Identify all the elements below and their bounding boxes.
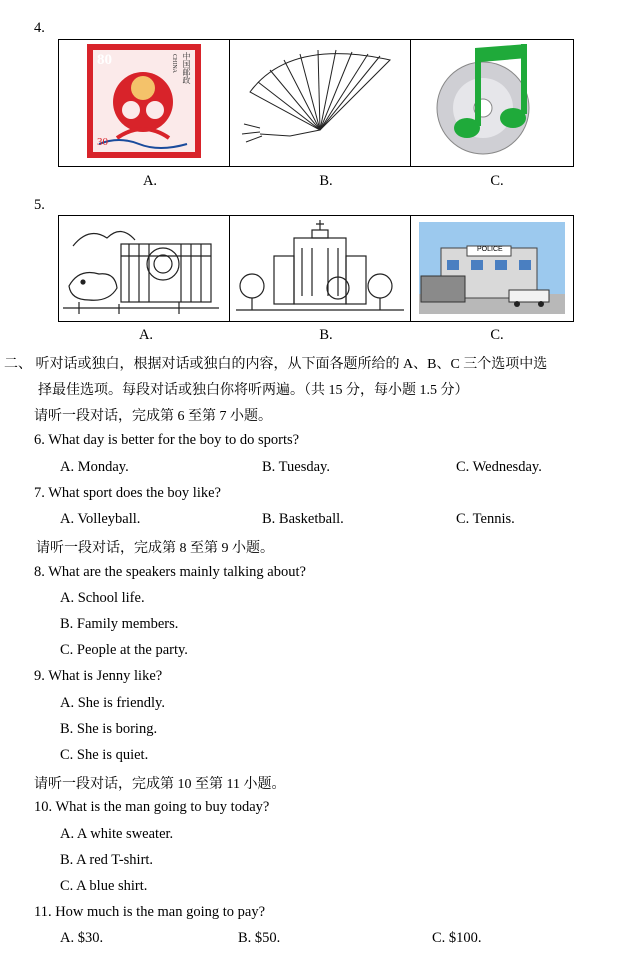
q9-option-b[interactable]: B. She is boring. [60, 721, 158, 737]
instruction-6-7: 请听一段对话，完成第 6 至第 7 小题。 [34, 409, 272, 424]
q11-option-a[interactable]: A. $30. [60, 930, 104, 946]
stamp-country-en: CHINA [171, 54, 177, 73]
question-4-pictures [58, 39, 574, 167]
q6-option-a[interactable]: A. Monday. [60, 459, 129, 475]
picture-fan[interactable] [230, 40, 410, 166]
q4-label-b: B. [319, 173, 333, 189]
police-sign: POLICE [477, 246, 503, 253]
instruction-10-11: 请听一段对话，完成第 10 至第 11 小题。 [34, 777, 286, 792]
stamp-value: 80 [97, 52, 112, 68]
q11-option-b[interactable]: B. $50. [238, 930, 281, 946]
stamp-country: 中国邮政 [182, 52, 191, 84]
question-10: 10. What is the man going to buy today? [34, 799, 270, 815]
picture-cd-music[interactable] [411, 40, 573, 166]
question-11: 11. How much is the man going to pay? [34, 904, 266, 920]
q5-label-a: A. [138, 327, 154, 343]
picture-stamp[interactable] [59, 40, 229, 166]
q10-option-c[interactable]: C. A blue shirt. [60, 878, 148, 894]
question-5-pictures [58, 215, 574, 322]
q7-option-c[interactable]: C. Tennis. [456, 511, 515, 527]
q10-option-a[interactable]: A. A white sweater. [60, 826, 174, 842]
q7-option-a[interactable]: A. Volleyball. [60, 511, 141, 527]
instruction-8-9: 请听一段对话，完成第 8 至第 9 小题。 [36, 541, 274, 556]
section-2-heading: 二、 听对话或独白，根据对话或独白的内容，从下面各题所给的 A、B、C 三个选项中选 [4, 357, 548, 372]
question-9: 9. What is Jenny like? [34, 668, 163, 684]
q10-option-b[interactable]: B. A red T-shirt. [60, 852, 154, 868]
picture-police-station[interactable] [411, 216, 573, 321]
q8-option-c[interactable]: C. People at the party. [60, 642, 188, 658]
q6-option-b[interactable]: B. Tuesday. [262, 459, 330, 475]
question-8: 8. What are the speakers mainly talking about? [34, 564, 306, 580]
q9-option-c[interactable]: C. She is quiet. [60, 747, 149, 763]
q5-label-c: C. [490, 327, 504, 343]
q4-label-a: A. [142, 173, 158, 189]
question-7: 7. What sport does the boy like? [34, 485, 221, 501]
q8-option-a[interactable]: A. School life. [60, 590, 145, 606]
picture-hospital[interactable] [230, 216, 410, 321]
q4-label-c: C. [490, 173, 504, 189]
question-4-number: 4. [34, 20, 45, 36]
picture-zoo[interactable] [59, 216, 229, 321]
q11-option-c[interactable]: C. $100. [432, 930, 482, 946]
question-5-number: 5. [34, 197, 45, 213]
q6-option-c[interactable]: C. Wednesday. [456, 459, 542, 475]
question-6: 6. What day is better for the boy to do sports? [34, 432, 300, 448]
q9-option-a[interactable]: A. She is friendly. [60, 695, 165, 711]
q7-option-b[interactable]: B. Basketball. [262, 511, 344, 527]
section-2-heading-cont: 择最佳选项。每段对话或独白你将听两遍。（共 15 分，每小题 1.5 分） [38, 383, 469, 398]
q8-option-b[interactable]: B. Family members. [60, 616, 179, 632]
stamp-sub: 30 [97, 136, 108, 148]
q5-label-b: B. [319, 327, 333, 343]
